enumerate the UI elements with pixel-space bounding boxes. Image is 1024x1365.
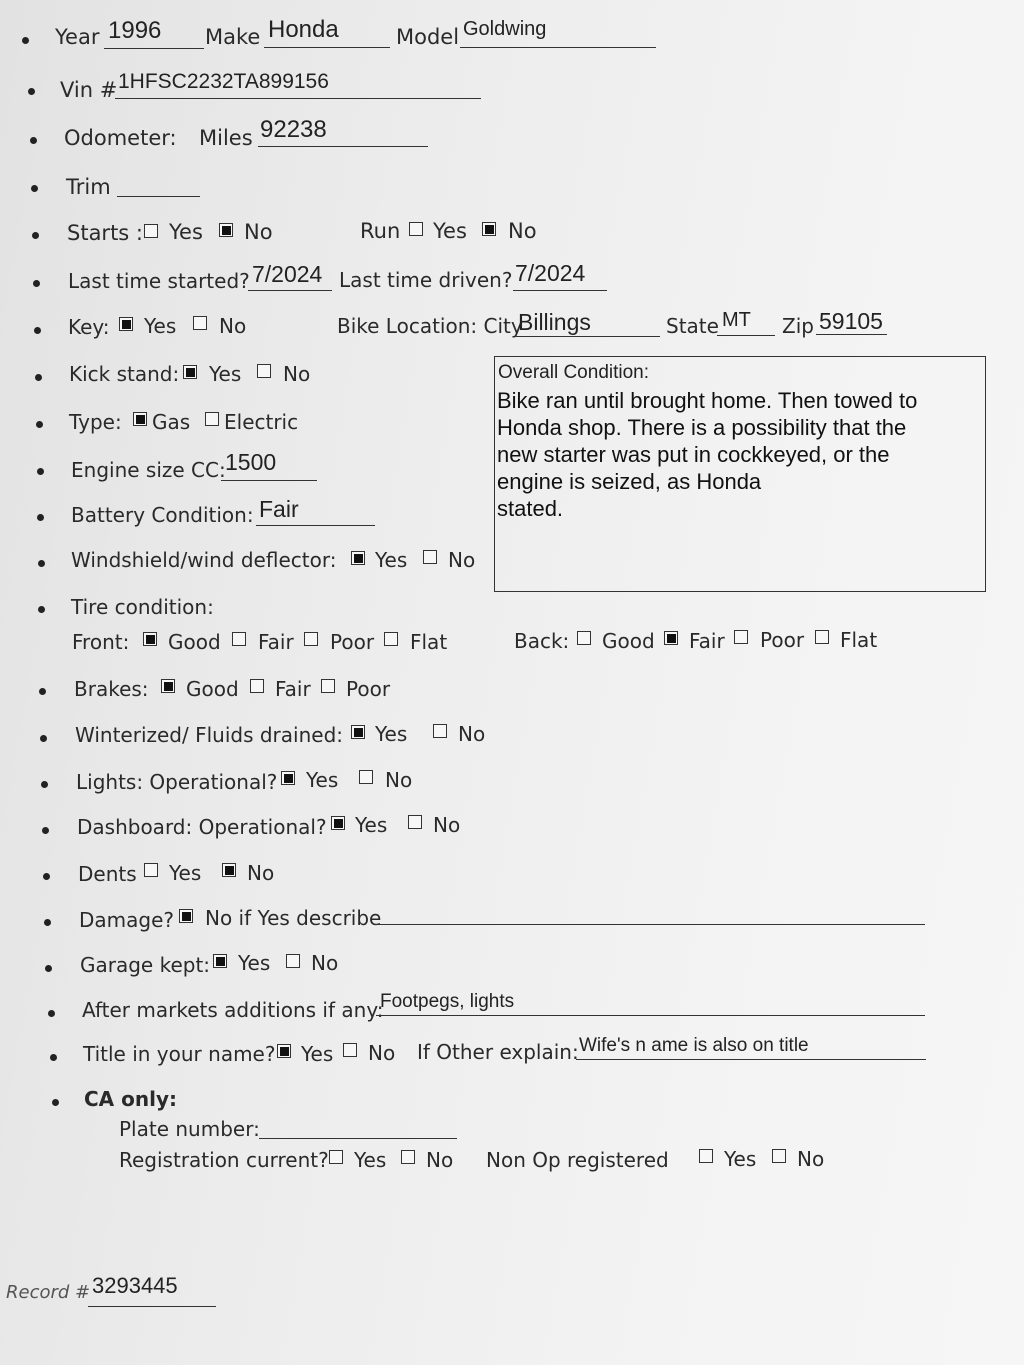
front-flat-label: Flat <box>410 630 448 654</box>
registration-label: Registration current? <box>119 1148 329 1172</box>
winterized-no-label: No <box>458 722 486 746</box>
bullet <box>50 1054 57 1061</box>
tire-front-label: Front: <box>72 630 130 654</box>
back-flat-label: Flat <box>840 628 878 652</box>
state-value[interactable]: MT <box>722 309 751 331</box>
starts-label: Starts : <box>67 221 143 245</box>
title-label: Title in your name? <box>83 1042 276 1066</box>
bullet <box>39 688 46 695</box>
key-no-checkbox[interactable] <box>193 316 207 330</box>
brakes-label: Brakes: <box>74 677 149 701</box>
garage-yes-label: Yes <box>238 951 271 975</box>
odometer-label: Odometer: <box>64 126 177 150</box>
bullet <box>32 232 39 239</box>
brakes-good-label: Good <box>186 677 239 701</box>
miles-field[interactable] <box>258 122 428 147</box>
winterized-yes-checkbox[interactable] <box>351 725 365 739</box>
battery-value[interactable]: Fair <box>259 496 299 522</box>
key-label: Key: <box>68 315 110 339</box>
overall-condition-title: Overall Condition: <box>498 362 650 383</box>
windshield-label: Windshield/wind deflector: <box>71 548 337 572</box>
winterized-yes-label: Yes <box>375 722 408 746</box>
nonop-yes-label: Yes <box>724 1147 757 1171</box>
bullet <box>38 560 45 567</box>
run-yes-label: Yes <box>433 219 467 243</box>
lights-yes-checkbox[interactable] <box>281 771 295 785</box>
front-fair-label: Fair <box>258 630 294 654</box>
vin-label: Vin # <box>60 78 118 102</box>
key-no-label: No <box>219 314 247 338</box>
overall-condition-box[interactable] <box>494 356 986 592</box>
plate-label: Plate number: <box>119 1117 260 1141</box>
zip-label: Zip <box>782 314 814 338</box>
nonop-yes-checkbox[interactable] <box>699 1149 713 1163</box>
state-field[interactable] <box>717 311 775 336</box>
damage-describe-field[interactable] <box>375 900 925 925</box>
bullet <box>30 137 37 144</box>
bullet <box>36 421 43 428</box>
battery-label: Battery Condition: <box>71 503 254 527</box>
nonop-no-checkbox[interactable] <box>772 1149 786 1163</box>
registration-yes-label: Yes <box>354 1148 387 1172</box>
winterized-label: Winterized/ Fluids drained: <box>75 723 343 747</box>
garage-no-checkbox[interactable] <box>286 954 300 968</box>
bullet <box>44 919 51 926</box>
title-yes-checkbox[interactable] <box>277 1044 291 1058</box>
type-electric-label: Electric <box>224 410 299 434</box>
title-other-field[interactable] <box>576 1035 926 1060</box>
trim-field[interactable] <box>117 172 200 197</box>
last-driven-value[interactable]: 7/2024 <box>515 260 586 286</box>
front-good-checkbox[interactable] <box>143 632 157 646</box>
dents-no-checkbox[interactable] <box>222 863 236 877</box>
nonop-label: Non Op registered <box>486 1148 669 1172</box>
key-yes-checkbox[interactable] <box>119 317 133 331</box>
lights-no-checkbox[interactable] <box>359 770 373 784</box>
dents-label: Dents <box>78 862 137 886</box>
dashboard-yes-label: Yes <box>355 813 388 837</box>
record-field[interactable] <box>88 1282 216 1307</box>
kickstand-yes-label: Yes <box>209 362 242 386</box>
bullet <box>48 1010 55 1017</box>
bullet <box>41 781 48 788</box>
dents-yes-label: Yes <box>169 861 202 885</box>
dents-no-label: No <box>247 861 275 885</box>
city-field[interactable] <box>516 312 660 337</box>
last-started-value[interactable]: 7/2024 <box>252 261 323 287</box>
dashboard-no-checkbox[interactable] <box>408 815 422 829</box>
front-fair-checkbox[interactable] <box>232 632 246 646</box>
lights-label: Lights: Operational? <box>76 770 278 794</box>
brakes-poor-label: Poor <box>346 677 391 701</box>
bullet <box>52 1099 59 1106</box>
bullet <box>28 88 35 95</box>
garage-label: Garage kept: <box>80 953 211 977</box>
title-yes-label: Yes <box>301 1042 334 1066</box>
make-label: Make <box>205 25 261 49</box>
overall-condition-text[interactable]: Bike ran until brought home. Then towed to Honda shop. There is a possibility that the new starter was put in cockkeyed, or the engine is seized, as Honda stated. <box>497 388 918 521</box>
windshield-yes-checkbox[interactable] <box>351 551 365 565</box>
run-no-checkbox[interactable] <box>482 222 496 236</box>
city-label: Bike Location: City <box>337 314 523 338</box>
kickstand-yes-checkbox[interactable] <box>183 365 197 379</box>
back-poor-label: Poor <box>760 628 805 652</box>
bullet <box>43 873 50 880</box>
windshield-no-checkbox[interactable] <box>423 550 437 564</box>
damage-no-text: No if Yes describe <box>205 906 382 930</box>
last-driven-field[interactable] <box>513 266 607 291</box>
bullet <box>34 327 41 334</box>
windshield-yes-label: Yes <box>375 548 408 572</box>
bullet <box>45 965 52 972</box>
starts-yes-checkbox[interactable] <box>144 224 158 238</box>
last-started-field[interactable] <box>248 266 332 291</box>
title-no-checkbox[interactable] <box>343 1043 357 1057</box>
bullet <box>37 514 44 521</box>
engine-field[interactable] <box>221 456 317 481</box>
windshield-no-label: No <box>448 548 476 572</box>
make-value[interactable]: Honda <box>268 16 339 43</box>
nonop-no-label: No <box>797 1147 825 1171</box>
last-started-label: Last time started? <box>68 269 250 293</box>
title-no-label: No <box>368 1041 396 1065</box>
starts-yes-label: Yes <box>169 220 203 244</box>
damage-no-checkbox[interactable] <box>179 909 193 923</box>
kickstand-label: Kick stand: <box>69 362 180 386</box>
record-value[interactable]: 3293445 <box>92 1273 178 1298</box>
back-fair-label: Fair <box>689 629 725 653</box>
dashboard-label: Dashboard: Operational? <box>77 815 327 839</box>
last-driven-label: Last time driven? <box>339 268 513 292</box>
plate-field[interactable] <box>259 1114 457 1139</box>
zip-field[interactable] <box>816 310 887 335</box>
registration-yes-checkbox[interactable] <box>329 1150 343 1164</box>
key-yes-label: Yes <box>144 314 177 338</box>
winterized-no-checkbox[interactable] <box>433 724 447 738</box>
run-no-label: No <box>508 219 537 243</box>
bullet <box>22 37 29 44</box>
brakes-good-checkbox[interactable] <box>161 679 175 693</box>
back-good-checkbox[interactable] <box>577 631 591 645</box>
dashboard-yes-checkbox[interactable] <box>331 816 345 830</box>
type-label: Type: <box>69 410 122 434</box>
garage-no-label: No <box>311 951 339 975</box>
front-poor-checkbox[interactable] <box>304 632 318 646</box>
vin-field[interactable] <box>115 74 481 99</box>
front-poor-label: Poor <box>330 630 375 654</box>
bullet <box>42 827 49 834</box>
bullet <box>40 735 47 742</box>
record-label: Record # <box>6 1282 91 1303</box>
registration-no-label: No <box>426 1148 454 1172</box>
battery-field[interactable] <box>256 501 375 526</box>
back-flat-checkbox[interactable] <box>815 630 829 644</box>
lights-no-label: No <box>385 768 413 792</box>
type-electric-checkbox[interactable] <box>205 412 219 426</box>
bullet <box>35 374 42 381</box>
back-poor-checkbox[interactable] <box>734 630 748 644</box>
engine-label: Engine size CC: <box>71 458 226 482</box>
kickstand-no-checkbox[interactable] <box>257 364 271 378</box>
registration-no-checkbox[interactable] <box>401 1150 415 1164</box>
model-value[interactable]: Goldwing <box>463 18 547 40</box>
starts-no-label: No <box>244 220 273 244</box>
title-other-value[interactable]: Wife's n ame is also on title <box>579 1035 809 1056</box>
model-label: Model <box>396 25 460 49</box>
ca-only-label: CA only: <box>84 1087 177 1111</box>
front-good-label: Good <box>168 630 221 654</box>
model-field[interactable] <box>460 23 656 48</box>
run-yes-checkbox[interactable] <box>409 222 423 236</box>
vin-value[interactable]: 1HFSC2232TA899156 <box>118 70 329 93</box>
engine-value[interactable]: 1500 <box>225 449 277 475</box>
dents-yes-checkbox[interactable] <box>144 863 158 877</box>
aftermarket-label: After markets additions if any: <box>82 998 384 1022</box>
back-fair-checkbox[interactable] <box>664 631 678 645</box>
make-field[interactable] <box>264 23 390 48</box>
year-value[interactable]: 1996 <box>108 17 162 44</box>
aftermarket-field[interactable] <box>376 991 925 1016</box>
miles-value[interactable]: 92238 <box>260 116 327 143</box>
tire-label: Tire condition: <box>71 595 214 619</box>
brakes-fair-checkbox[interactable] <box>250 679 264 693</box>
type-gas-checkbox[interactable] <box>133 412 147 426</box>
back-good-label: Good <box>602 629 655 653</box>
starts-no-checkbox[interactable] <box>219 223 233 237</box>
dashboard-no-label: No <box>433 813 461 837</box>
bullet <box>38 606 45 613</box>
run-label: Run <box>360 219 401 243</box>
trim-label: Trim <box>66 175 111 199</box>
front-flat-checkbox[interactable] <box>384 632 398 646</box>
brakes-fair-label: Fair <box>275 677 311 701</box>
brakes-poor-checkbox[interactable] <box>321 679 335 693</box>
zip-value[interactable]: 59105 <box>819 308 883 334</box>
kickstand-no-label: No <box>283 362 311 386</box>
year-label: Year <box>55 25 100 49</box>
bullet <box>37 468 44 475</box>
miles-label: Miles <box>199 126 253 150</box>
tire-back-label: Back: <box>514 629 570 653</box>
bullet <box>33 280 40 287</box>
title-other-label: If Other explain: <box>417 1040 579 1064</box>
bullet <box>31 185 38 192</box>
year-field[interactable] <box>104 24 204 49</box>
aftermarket-value[interactable]: Footpegs, lights <box>380 991 515 1012</box>
city-value[interactable]: Billings <box>518 309 591 335</box>
damage-label: Damage? <box>79 908 175 932</box>
garage-yes-checkbox[interactable] <box>213 954 227 968</box>
lights-yes-label: Yes <box>306 768 339 792</box>
type-gas-label: Gas <box>152 410 191 434</box>
state-label: State <box>666 314 719 338</box>
